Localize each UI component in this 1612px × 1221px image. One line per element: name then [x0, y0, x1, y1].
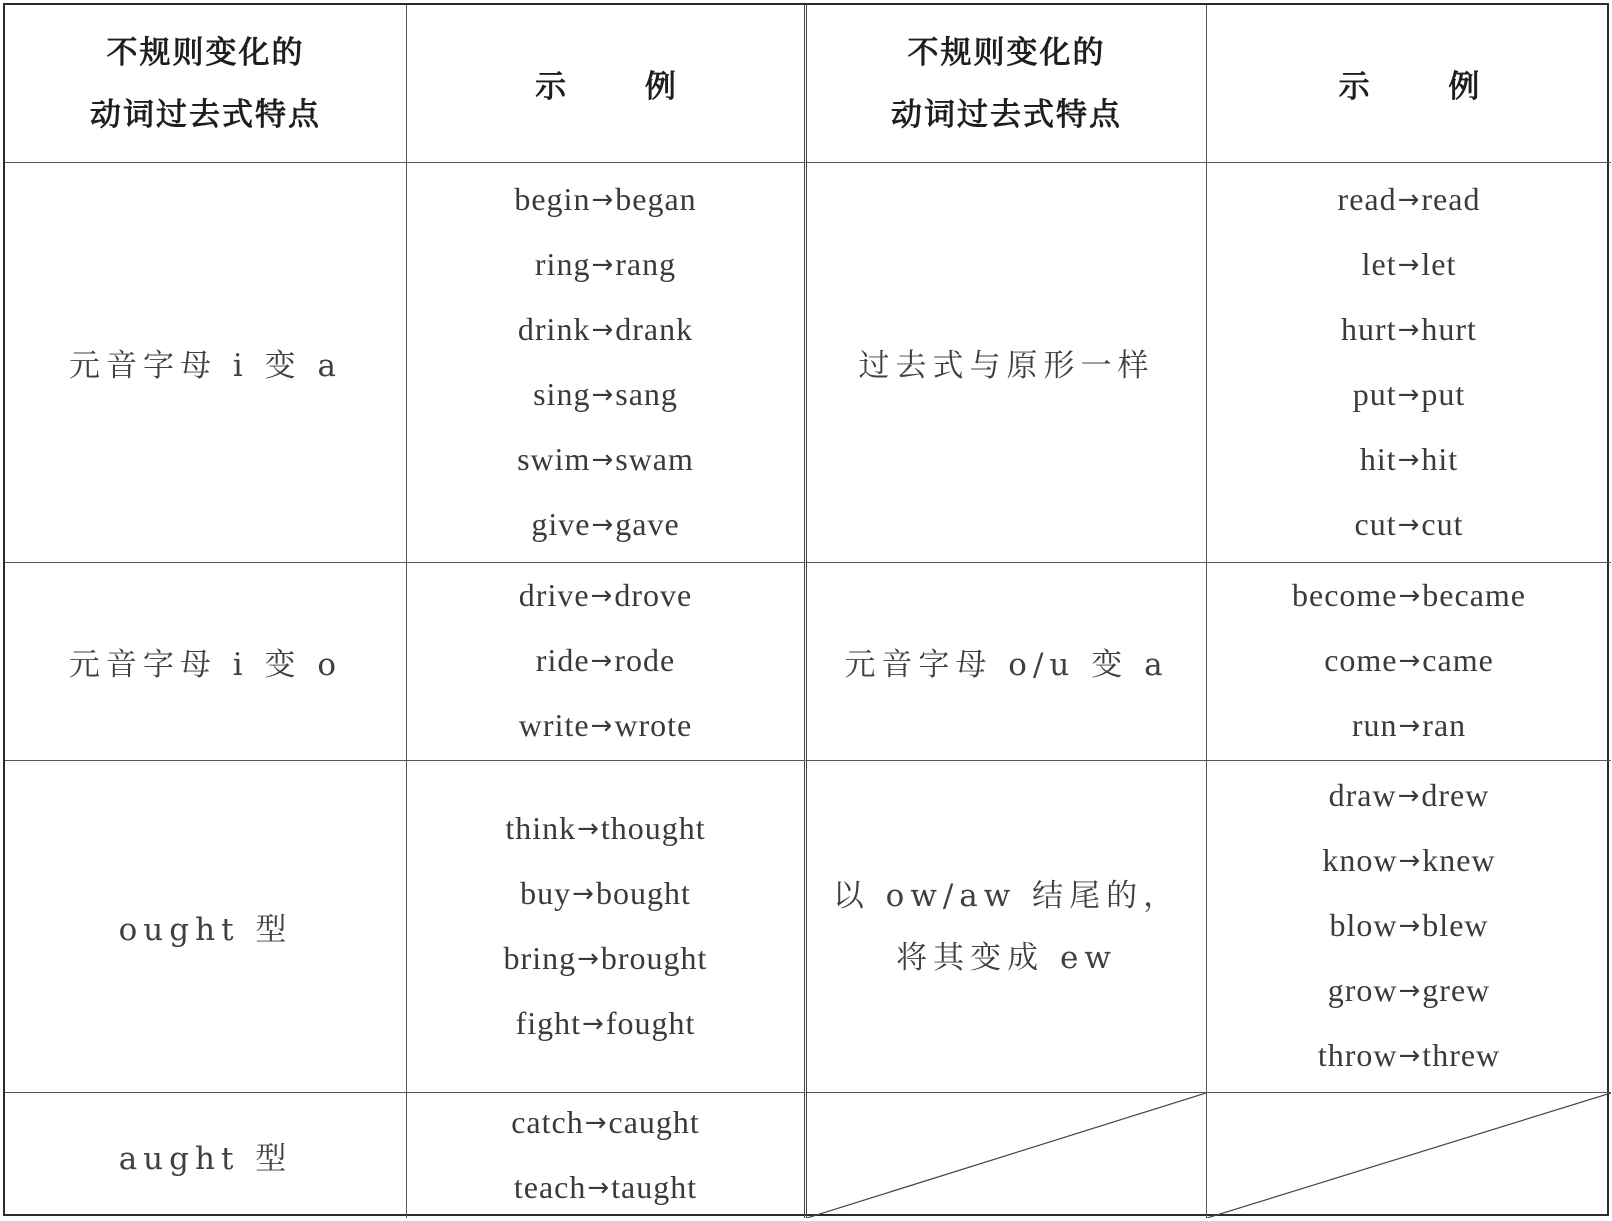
past-form: knew [1422, 842, 1496, 878]
example-cell [407, 563, 807, 761]
base-form: drive [518, 577, 590, 613]
header-example-label: 示 例 [535, 69, 710, 105]
example-cell [1207, 163, 1611, 563]
base-form: fight [515, 1004, 582, 1041]
feature-cell [5, 163, 407, 563]
base-form: bring [503, 939, 577, 976]
past-form: hit [1421, 440, 1459, 477]
base-form: let [1361, 245, 1397, 282]
example-cell [1207, 563, 1611, 761]
feature-text-line2: 将其变成 ew [896, 939, 1117, 976]
example-pair [516, 992, 696, 1057]
feature-text: aught 型 [118, 1141, 293, 1177]
base-form: run [1351, 707, 1398, 743]
feature-cell [5, 563, 407, 761]
base-form: cut [1354, 505, 1397, 542]
diagonal-slash [1207, 1093, 1611, 1218]
header-feature-line1: 不规则变化的 [106, 34, 305, 71]
past-form: cut [1421, 505, 1464, 542]
feature-cell [807, 761, 1207, 1093]
past-form: blew [1422, 907, 1489, 943]
example-pair [1330, 894, 1489, 959]
example-pair [1360, 428, 1458, 493]
past-form: caught [608, 1103, 700, 1140]
example-pair [1353, 363, 1466, 428]
base-form: ride [535, 642, 590, 678]
feature-cell [5, 761, 407, 1093]
example-pair [514, 1156, 697, 1221]
past-form: came [1422, 642, 1494, 678]
arrow-icon: → [1398, 976, 1422, 1006]
feature-cell [807, 163, 1207, 563]
base-form: put [1352, 375, 1397, 412]
base-form: grow [1327, 972, 1398, 1008]
header-example-left [407, 5, 807, 163]
arrow-icon: → [590, 646, 614, 676]
verb-past-tense-table [3, 3, 1609, 1216]
base-form: buy [520, 874, 572, 911]
arrow-icon: → [591, 249, 615, 280]
past-form: put [1421, 375, 1466, 412]
example-pair [1292, 564, 1526, 629]
past-form: drove [614, 577, 693, 613]
example-cell [407, 163, 807, 563]
past-form: sang [615, 375, 678, 412]
arrow-icon: → [590, 581, 614, 611]
header-feature-line2: 动词过去式特点 [891, 96, 1122, 133]
past-form: brought [600, 939, 708, 976]
arrow-icon: → [1397, 444, 1421, 475]
example-pair [1318, 1024, 1500, 1089]
example-cell [1207, 761, 1611, 1093]
example-pair [1324, 629, 1494, 694]
header-feature-line2: 动词过去式特点 [90, 96, 321, 133]
past-form: thought [600, 809, 706, 846]
past-form: fought [605, 1004, 696, 1041]
base-form: think [505, 809, 577, 846]
base-form: hit [1359, 440, 1397, 477]
past-form: drank [615, 310, 694, 347]
empty-diagonal-cell [807, 1093, 1207, 1218]
past-form: bought [595, 874, 691, 911]
example-pair [519, 694, 692, 759]
diagonal-slash [807, 1093, 1206, 1218]
example-pair [514, 168, 696, 233]
example-pair [531, 493, 679, 558]
past-form: became [1422, 577, 1526, 613]
past-form: wrote [614, 707, 693, 743]
example-pair [520, 862, 691, 927]
feature-text-line1: 以 ow/aw 结尾的， [832, 877, 1181, 914]
arrow-icon: → [590, 711, 614, 741]
arrow-icon: → [591, 314, 615, 345]
past-form: let [1421, 245, 1457, 282]
base-form: throw [1317, 1037, 1398, 1073]
feature-cell [5, 1093, 407, 1218]
arrow-icon: → [577, 813, 600, 844]
arrow-icon: → [1397, 781, 1421, 811]
base-form: begin [514, 180, 591, 217]
feature-text: ought 型 [118, 912, 293, 948]
empty-diagonal-cell [1207, 1093, 1611, 1218]
example-pair [519, 564, 692, 629]
example-pair [536, 629, 675, 694]
past-form: drew [1421, 777, 1490, 813]
base-form: come [1324, 642, 1398, 678]
example-pair [1329, 764, 1490, 829]
base-form: blow [1329, 907, 1398, 943]
arrow-icon: → [1397, 509, 1421, 540]
base-form: catch [511, 1103, 584, 1140]
past-form: gave [615, 505, 680, 542]
base-form: teach [513, 1168, 587, 1205]
past-form: swam [615, 440, 694, 477]
example-pair [518, 298, 693, 363]
base-form: know [1322, 842, 1398, 878]
example-pair [1362, 233, 1457, 298]
arrow-icon: → [584, 1107, 608, 1138]
example-pair [1338, 168, 1481, 233]
base-form: read [1337, 180, 1397, 217]
past-form: rode [614, 642, 676, 678]
example-pair [505, 797, 705, 862]
arrow-icon: → [591, 444, 615, 475]
base-form: become [1292, 577, 1398, 613]
example-pair [1328, 959, 1491, 1024]
example-pair [535, 233, 676, 298]
example-cell [407, 1093, 807, 1218]
example-cell [407, 761, 807, 1093]
arrow-icon: → [1397, 314, 1421, 345]
base-form: write [518, 707, 590, 743]
past-form: rang [615, 245, 677, 282]
base-form: ring [534, 245, 591, 282]
base-form: drink [517, 310, 591, 347]
base-form: sing [533, 375, 591, 412]
past-form: read [1421, 180, 1481, 217]
base-form: draw [1328, 777, 1397, 813]
base-form: swim [517, 440, 591, 477]
example-pair [517, 428, 694, 493]
header-example-label: 示 例 [1338, 69, 1514, 105]
arrow-icon: → [1398, 581, 1422, 611]
example-pair [1322, 829, 1495, 894]
feature-text: 元音字母 i 变 o [68, 647, 343, 683]
past-form: ran [1422, 707, 1467, 743]
header-feature-line1: 不规则变化的 [907, 34, 1106, 71]
arrow-icon: → [1397, 379, 1421, 410]
arrow-icon: → [1398, 1041, 1422, 1071]
example-pair [1355, 493, 1464, 558]
header-feature-left [5, 5, 407, 163]
arrow-icon: → [591, 184, 615, 215]
past-form: grew [1422, 972, 1491, 1008]
base-form: hurt [1341, 310, 1397, 347]
arrow-icon: → [1397, 249, 1421, 280]
arrow-icon: → [1398, 646, 1422, 676]
example-pair [1352, 694, 1466, 759]
example-pair [511, 1091, 700, 1156]
arrow-icon: → [577, 943, 600, 974]
header-feature-right [807, 5, 1207, 163]
past-form: threw [1422, 1037, 1501, 1073]
past-form: began [615, 180, 697, 217]
arrow-icon: → [572, 878, 595, 909]
arrow-icon: → [1397, 184, 1421, 215]
base-form: give [531, 505, 591, 542]
feature-text: 过去式与原形一样 [858, 348, 1155, 384]
example-pair [1341, 298, 1477, 363]
arrow-icon: → [591, 379, 615, 410]
arrow-icon: → [1398, 911, 1422, 941]
example-pair [504, 927, 708, 992]
arrow-icon: → [1398, 711, 1422, 741]
arrow-icon: → [587, 1172, 611, 1203]
example-pair [533, 363, 678, 428]
arrow-icon: → [582, 1008, 605, 1039]
arrow-icon: → [591, 509, 615, 540]
feature-cell [807, 563, 1207, 761]
header-example-right [1207, 5, 1611, 163]
past-form: hurt [1421, 310, 1477, 347]
feature-text: 元音字母 o/u 变 a [844, 647, 1169, 683]
past-form: taught [611, 1168, 698, 1205]
arrow-icon: → [1398, 846, 1422, 876]
feature-text: 元音字母 i 变 a [69, 348, 342, 384]
